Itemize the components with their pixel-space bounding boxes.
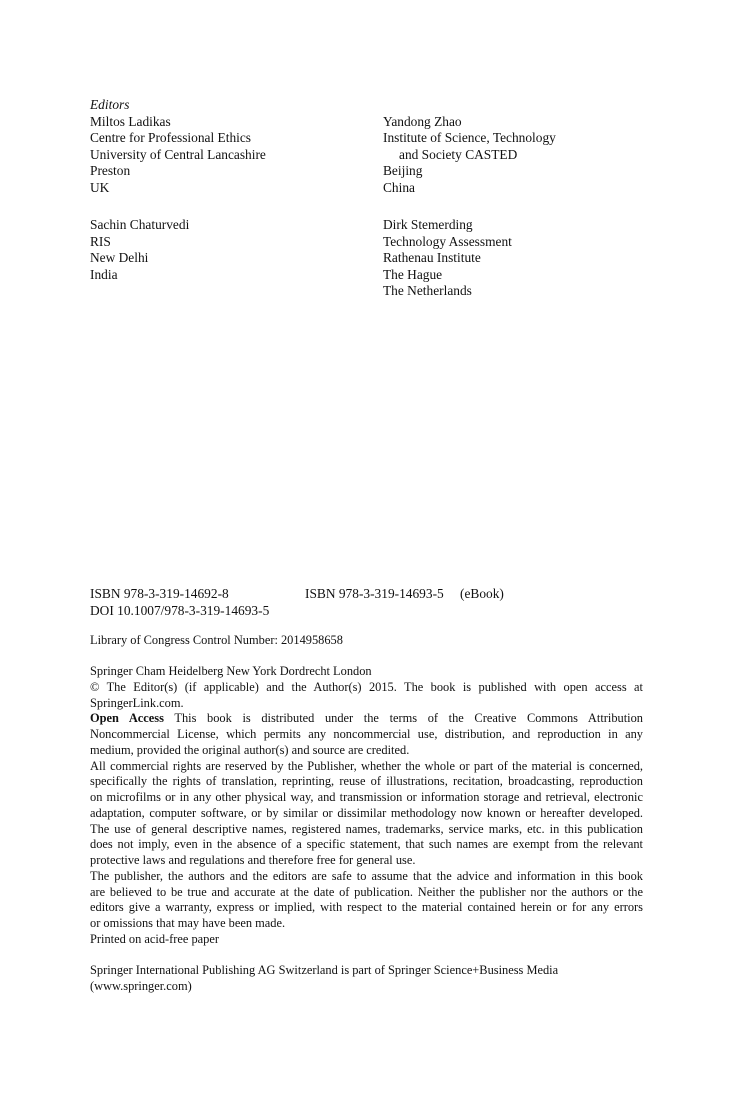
editor-affiliation: Centre for Professional Ethics [90, 130, 252, 146]
open-access-line [90, 711, 643, 727]
editor-affiliation: RIS [90, 233, 111, 249]
editor-name: Sachin Chaturvedi [90, 217, 190, 232]
lccn-text: Library of Congress Control Number: 2014958658 [90, 633, 343, 647]
editor-name: Dirk Stemerding [383, 217, 473, 232]
doi: DOI 10.1007/978-3-319-14693-5 [90, 602, 270, 618]
editors-label: Editors [90, 97, 130, 112]
editor-affiliation: University of Central Lancashire [90, 146, 266, 162]
open-access-line: Noncommercial License, which permits any noncommercial use, distribution, and reproduction in any [90, 727, 643, 741]
open-access-label: Open Access [90, 711, 164, 726]
printed-note [90, 932, 643, 948]
editor-block-right-top [383, 114, 556, 197]
editor-block-left-top [90, 97, 266, 197]
rights-line: All commercial rights are reserved by the Publisher, whether the whole or part of the material is concerned, [90, 758, 643, 773]
copyright-block [90, 664, 643, 932]
editor-name: Miltos Ladikas [90, 113, 171, 129]
editor-country: China [383, 179, 415, 195]
editor-affiliation: and Society CASTED [399, 146, 518, 162]
editor-block-left-bottom [90, 217, 189, 283]
editor-country: UK [90, 179, 110, 195]
printed-text: Printed on acid-free paper [90, 932, 220, 946]
editor-city: Beijing [383, 163, 423, 179]
ebook-label: (eBook) [460, 586, 504, 601]
rights-line: The use of general descriptive names, registered names, trademarks, service marks, etc. in this publication [90, 821, 643, 836]
rights-line: editors give a warranty, express or implied, with respect to the material contained herein or for any errors [90, 900, 643, 915]
rights-line: does not imply, even in the absence of a specific statement, that such names are exempt from the relevant [90, 837, 643, 852]
isbn-ebook: ISBN 978-3-319-14693-5 [305, 586, 444, 601]
rights-line: specifically the rights of translation, reprinting, reuse of illustrations, recitation, broadcasting, reproduction [90, 774, 643, 789]
editor-name: Yandong Zhao [383, 113, 462, 129]
rights-line: on microfilms or in any other physical way, and transmission or information storage and retrieval, electronic [90, 790, 643, 804]
springer-intl: Springer International Publishing AG Switzerland is part of Springer Science+Business Media [90, 963, 559, 977]
publisher-places: Springer Cham Heidelberg New York Dordrecht London [90, 664, 372, 678]
copyright-line: SpringerLink.com. [90, 695, 184, 710]
editor-affiliation: Technology Assessment [383, 233, 512, 249]
editor-affiliation: Rathenau Institute [383, 250, 481, 266]
isbn-block [90, 586, 643, 619]
copyright-line: © The Editor(s) (if applicable) and the Author(s) 2015. The book is published with open access at [90, 679, 643, 694]
editor-affiliation: Institute of Science, Technology [383, 130, 556, 146]
editor-country: India [90, 266, 118, 282]
lccn [90, 633, 643, 649]
rights-line: protective laws and regulations and therefore free for general use. [90, 853, 416, 867]
editor-city: The Hague [383, 266, 443, 282]
editor-city: Preston [90, 163, 131, 179]
open-access-line: medium, provided the original author(s) and source are credited. [90, 742, 410, 757]
editor-block-right-bottom [383, 217, 512, 300]
rights-line: are believed to be true and accurate at the date of publication. Neither the publisher nor the authors or the [90, 884, 643, 899]
rights-line: The publisher, the authors and the editors are safe to assume that the advice and information in this book [90, 868, 643, 883]
isbn-print: ISBN 978-3-319-14692-8 [90, 586, 229, 601]
website: (www.springer.com) [90, 978, 192, 993]
rights-line: adaptation, computer software, or by similar or dissimilar methodology now known or hereafter developed. [90, 805, 643, 820]
editor-country: The Netherlands [383, 283, 472, 299]
editor-city: New Delhi [90, 250, 149, 266]
rights-line: or omissions that may have been made. [90, 916, 286, 930]
springer-block [90, 963, 643, 995]
open-access-text: This book is distributed under the terms of the Creative Commons Attribution [174, 711, 643, 726]
